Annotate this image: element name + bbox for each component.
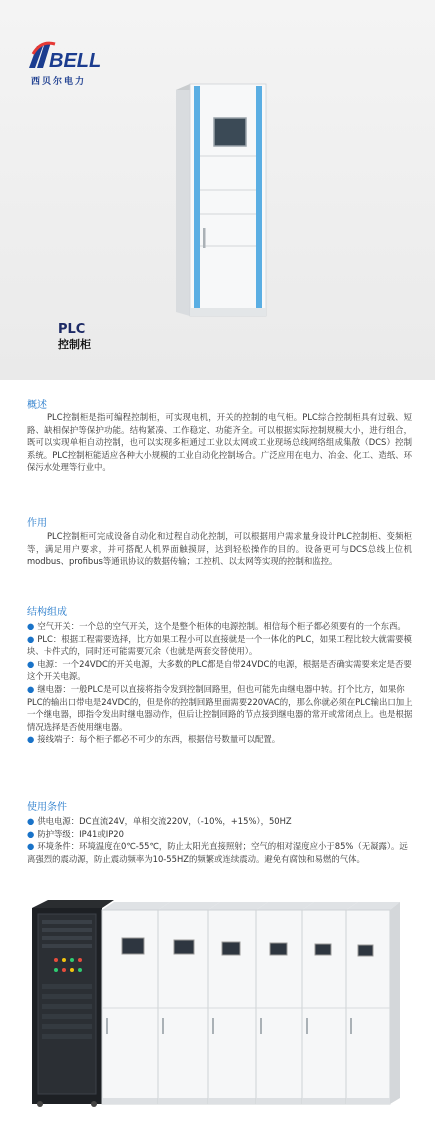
section-title-conditions: 使用条件 xyxy=(27,802,67,813)
condition-item-text: 环境条件：环境温度在0℃-55℃，防止太阳光直接照射；空气的相对湿度应小于85%（无凝露）。远离强烈的震动源，防止震动频率为10-55HZ的频繁或连续震动。避免有腐蚀和易燃的气体。 xyxy=(27,841,408,864)
conditions-list xyxy=(27,815,415,865)
list-item: ● 接线端子：每个柜子都必不可少的东西，根据信号数量可以配置。 xyxy=(27,734,281,745)
list-item: ● 防护等级：IP41或IP20 xyxy=(27,828,124,839)
structure-item-text: 继电器：一般PLC是可以直接将指令发到控制回路里，但也可能先由继电器中转。打个比方，如果你PLC的输出口带电是24VDC的，但是你的控制回路里面需要220VAC的，那么你就必须在PLC输出口加上一个继电器，即指令发出时继电器动作，但后让控制回路的节点接到继电器的常开或常闭点上。也是根据情况选择是否使用继电器。 xyxy=(27,683,413,732)
section-title-structure: 结构组成 xyxy=(27,607,67,618)
cabinet-row-image xyxy=(30,898,405,1110)
list-item: ● 电源：一个24VDC的开关电源，大多数的PLC都是自带24VDC的电源，根据是否确实需要来定是否要这个开关电源。 xyxy=(27,658,412,682)
list-item: ● PLC：根据工程需要选择，比方如果工程小可以直接就是一个一体化的PLC，如果工程比较大就需要模块、卡件式的，同时还可能需要冗余（也就是两套交替使用）。 xyxy=(27,633,412,657)
structure-list xyxy=(27,620,415,746)
overview-paragraph xyxy=(27,411,412,474)
structure-item-text: PLC：根据工程需要选择，比方如果工程小可以直接就是一个一体化的PLC，如果工程比较大就需要模块、卡件式的，同时还可能需要冗余（也就是两套交替使用）。 xyxy=(27,633,412,657)
product-subtitle: 控制柜 xyxy=(58,338,91,351)
list-item: ● 空气开关：一个总的空气开关，这个是整个柜体的电源控制。相信每个柜子都必须要有的一个东西。 xyxy=(27,621,406,631)
section-title-overview: 概述 xyxy=(27,400,47,411)
function-paragraph xyxy=(27,530,412,568)
list-item: ● 环境条件：环境温度在0℃-55℃，防止太阳光直接照射；空气的相对湿度应小于85%（无凝露）。远离强烈的震动源，防止震动频率为10-55HZ的频繁或连续震动。避免有腐蚀和易燃的气体。 xyxy=(27,841,408,864)
list-item: ● 继电器：一般PLC是可以直接将指令发到控制回路里，但也可能先由继电器中转。打个比方，如果你PLC的输出口带电是24VDC的，但是你的控制回路里面需要220VAC的，那么你就必须在PLC输出口加上一个继电器，即指令发出时继电器动作，但后让控制回路的节点接到继电器的常开或常闭点上。也是根据情况选择是否使用继电器。 xyxy=(27,683,413,732)
brand-logo xyxy=(27,38,119,88)
condition-item-text: 防护等级：IP41或IP20 xyxy=(37,828,124,839)
hero-banner xyxy=(0,0,435,380)
plc-cabinet-image xyxy=(170,80,270,320)
logo-cn-text: 西贝尔电力 xyxy=(31,77,87,87)
condition-item-text: 供电电源：DC直流24V，单相交流220V，（-10%，+15%），50HZ xyxy=(37,816,292,826)
structure-item-text: 空气开关：一个总的空气开关，这个是整个柜体的电源控制。相信每个柜子都必须要有的一个东西。 xyxy=(37,621,406,631)
structure-item-text: 电源：一个24VDC的开关电源，大多数的PLC都是自带24VDC的电源，根据是否确实需要来定是否要这个开关电源。 xyxy=(27,658,412,682)
logo-latin: BELL xyxy=(49,50,102,72)
list-item: ● 供电电源：DC直流24V，单相交流220V，（-10%，+15%），50HZ xyxy=(27,816,292,826)
overview-text: PLC控制柜是指可编程控制柜，可实现电机，开关的控制的电气柜。PLC综合控制柜具有过载、短路、缺相保护等保护功能。结构紧凑、工作稳定、功能齐全。可以根据实际控制规模大小，进行组合，既可以实现单柜自动控制，也可以实现多柜通过工业以太网或工业现场总线网络组成集散（DCS）控制系统。PLC控制柜能适应各种大小规模的工业自动化控制场合。广泛应用在电力、冶金、化工、造纸、环保污水处理等行业中。 xyxy=(27,412,412,473)
logo-mark-icon xyxy=(27,38,119,72)
structure-item-text: 接线端子：每个柜子都必不可少的东西，根据信号数量可以配置。 xyxy=(37,734,281,745)
product-name: PLC xyxy=(58,322,86,337)
section-title-function: 作用 xyxy=(27,518,47,529)
function-text: PLC控制柜可完成设备自动化和过程自动化控制，可以根据用户需求量身设计PLC控制柜、变频柜等，满足用户要求，并可搭配人机界面触摸屏，达到轻松操作的目的。设备更可与DCS总线上位机 modbus、profibus等通讯协议的数据传输；工控机、以太网等实现的控制和监控。 xyxy=(27,531,412,567)
